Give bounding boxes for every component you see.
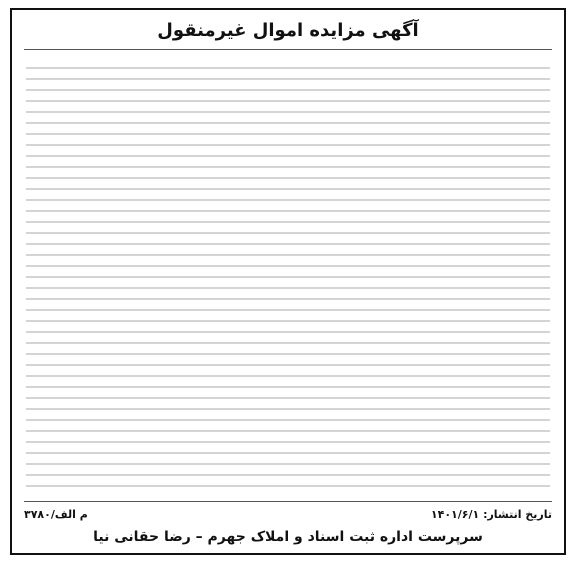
notice-body-text-placeholder bbox=[26, 58, 550, 493]
notice-signature: سرپرست اداره ثبت اسناد و املاک جهرم – رضا حقانی نیا bbox=[93, 529, 483, 545]
notice-reference: ۳۷۸۰/م الف bbox=[24, 508, 88, 521]
publish-date: ۱۴۰۱/۶/۱ bbox=[430, 508, 480, 521]
notice-body bbox=[24, 49, 552, 502]
notice-footer bbox=[24, 508, 552, 521]
publish-date-label: تاریخ انتشار: bbox=[483, 508, 552, 521]
auction-notice bbox=[10, 8, 566, 555]
notice-title: آگهی مزایده اموال غیرمنقول bbox=[157, 20, 419, 41]
publish-date-block bbox=[431, 508, 552, 521]
